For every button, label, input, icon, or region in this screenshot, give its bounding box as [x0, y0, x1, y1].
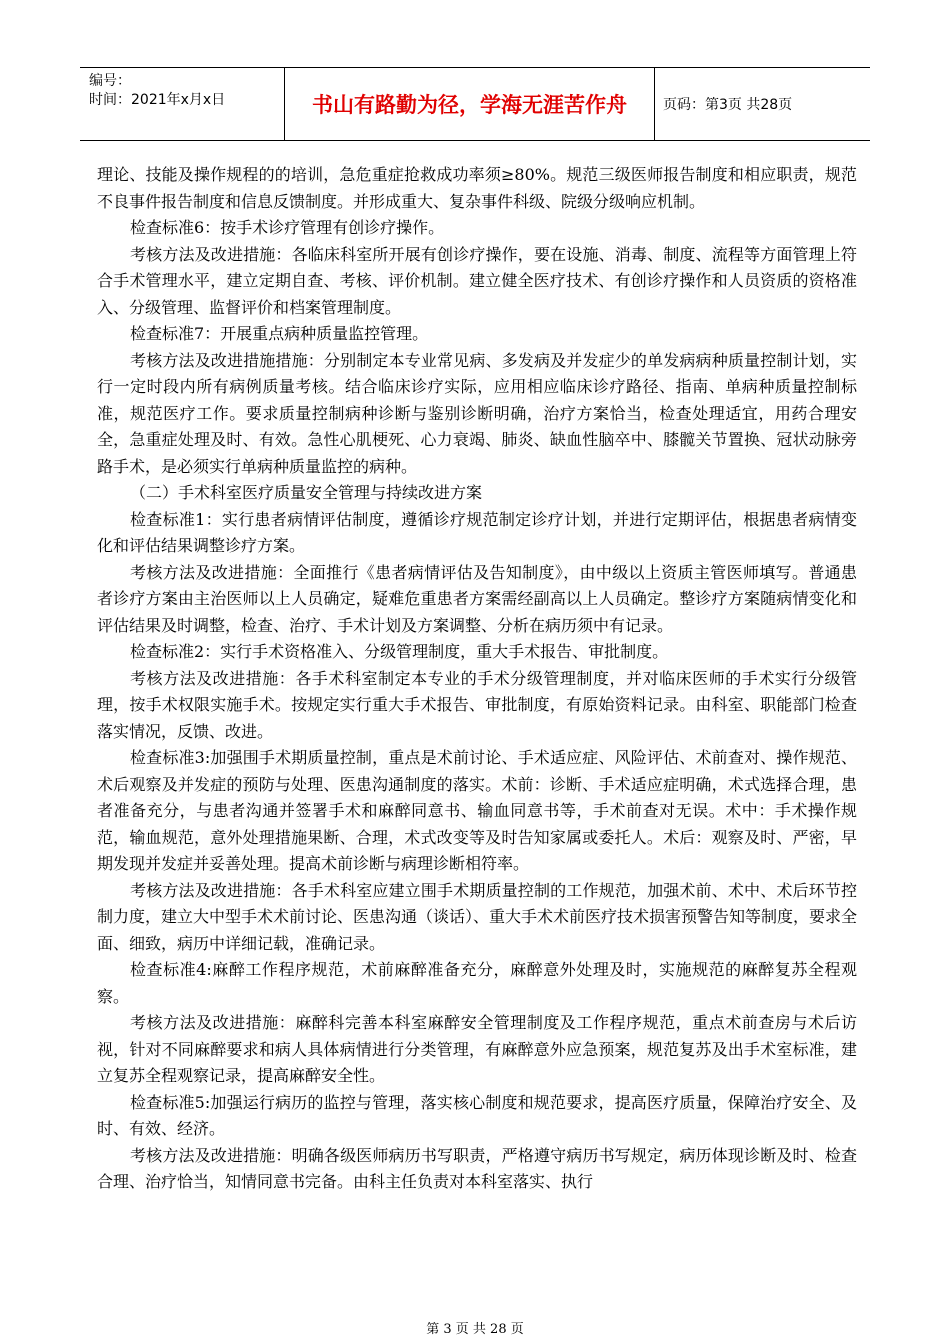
paragraph: 考核方法及改进措施：各手术科室应建立围手术期质量控制的工作规范，加强术前、术中、术后环节控制力度，建立大中型手术术前讨论、医患沟通（谈话）、重大手术术前医疗技术损害预警告知等制度，要求全面、细致，病历中详细记载，准确记录。 — [97, 880, 858, 953]
paragraph: 考核方法及改进措施：各手术科室制定本专业的手术分级管理制度，并对临床医师的手术实行分级管理，按手术权限实施手术。按规定实行重大手术报告、审批制度，有原始资料记录。由科室、职能部门检查落实情况，反馈、改进。 — [97, 668, 857, 741]
paragraph: 考核方法及改进措施：全面推行《患者病情评估及告知制度》，由中级以上资质主管医师填写。普通患者诊疗方案由主治医师以上人员确定，疑难危重患者方案需经副高以上人员确定。整诊疗方案随病情变化和评估结果及时调整，检查、治疗、手术计划及方案调整、分析在病历须中有记录。 — [97, 562, 857, 635]
page-footer: 第 3 页 共 28 页 — [426, 1322, 524, 1337]
paragraph: 考核方法及改进措施：麻醉科完善本科室麻醉安全管理制度及工作程序规范，重点术前查房与术后访视，针对不同麻醉要求和病人具体病情进行分类管理，有麻醉意外应急预案，规范复苏及出手术室标准，建立复苏全程观察记录，提高麻醉安全性。 — [97, 1013, 857, 1085]
header-meta — [80, 68, 285, 140]
document-body — [97, 162, 857, 1196]
paragraph: 检查标准4:麻醉工作程序规范，术前麻醉准备充分，麻醉意外处理及时，实施规范的麻醉复苏全程观察。 — [97, 960, 857, 1006]
page-header — [80, 67, 870, 141]
paragraph: 检查标准1：实行患者病情评估制度，遵循诊疗规范制定诊疗计划，并进行定期评估，根据患者病情变化和评估结果调整诊疗方案。 — [97, 509, 857, 555]
document-date-label: 时间：2021年x月x日 — [89, 92, 226, 108]
document-number-label: 编号： — [89, 73, 131, 89]
paragraph: 检查标准3:加强围手术期质量控制，重点是术前讨论、手术适应症、风险评估、术前查对、操作规范、术后观察及并发症的预防与处理、医患沟通制度的落实。术前：诊断、手术适应症明确，术式选择合理，患者准备充分，与患者沟通并签署手术和麻醉同意书、输血同意书等，手术前查对无误。术中：手术操作规范，输血规范，意外处理措施果断、合理，术式改变等及时告知家属或委托人。术后：观察及时、严密，早期发现并发症并妥善处理。提高术前诊断与病理诊断相符率。 — [97, 748, 857, 873]
header-motto: 书山有路勤为径，学海无涯苦作舟 — [285, 68, 655, 140]
paragraph: 理论、技能及操作规程的的培训，急危重症抢救成功率须≥80%。规范三级医师报告制度和相应职责，规范不良事件报告制度和信息反馈制度。并形成重大、复杂事件科级、院级分级响应机制。 — [97, 165, 857, 211]
paragraph: 考核方法及改进措施：各临床科室所开展有创诊疗操作，要在设施、消毒、制度、流程等方面管理上符合手术管理水平，建立定期自查、考核、评价机制。建立健全医疗技术、有创诊疗操作和人员资质的资格准入、分级管理、监督评价和档案管理制度。 — [97, 244, 857, 317]
paragraph: 检查标准6：按手术诊疗管理有创诊疗操作。 — [130, 218, 445, 237]
paragraph: 检查标准5:加强运行病历的监控与管理，落实核心制度和规范要求，提高医疗质量，保障治疗安全、及时、有效、经济。 — [97, 1092, 857, 1138]
paragraph: 检查标准2：实行手术资格准入、分级管理制度，重大手术报告、审批制度。 — [130, 642, 669, 661]
header-page-label: 页码：第3页 共28页 — [663, 97, 793, 113]
paragraph: 考核方法及改进措施：明确各级医师病历书写职责，严格遵守病历书写规定，病历体现诊断及时、检查合理、治疗恰当，知情同意书完备。由科主任负责对本科室落实、执行 — [97, 1145, 857, 1191]
paragraph: 检查标准7：开展重点病种质量监控管理。 — [130, 324, 429, 343]
paragraph: 考核方法及改进措施措施：分别制定本专业常见病、多发病及并发症少的单发病病种质量控制计划，实行一定时段内所有病例质量考核。结合临床诊疗实际，应用相应临床诊疗路径、指南、单病种质量控制标准，规范医疗工作。要求质量控制病种诊断与鉴别诊断明确，治疗方案恰当，检查处理适宜，用药合理安全，急重症处理及时、有效。急性心肌梗死、心力衰竭、肺炎、缺血性脑卒中、膝髋关节置换、冠状动脉旁路手术，是必须实行单病种质量监控的病种。 — [97, 350, 857, 476]
section-heading: （二）手术科室医疗质量安全管理与持续改进方案 — [130, 483, 483, 502]
